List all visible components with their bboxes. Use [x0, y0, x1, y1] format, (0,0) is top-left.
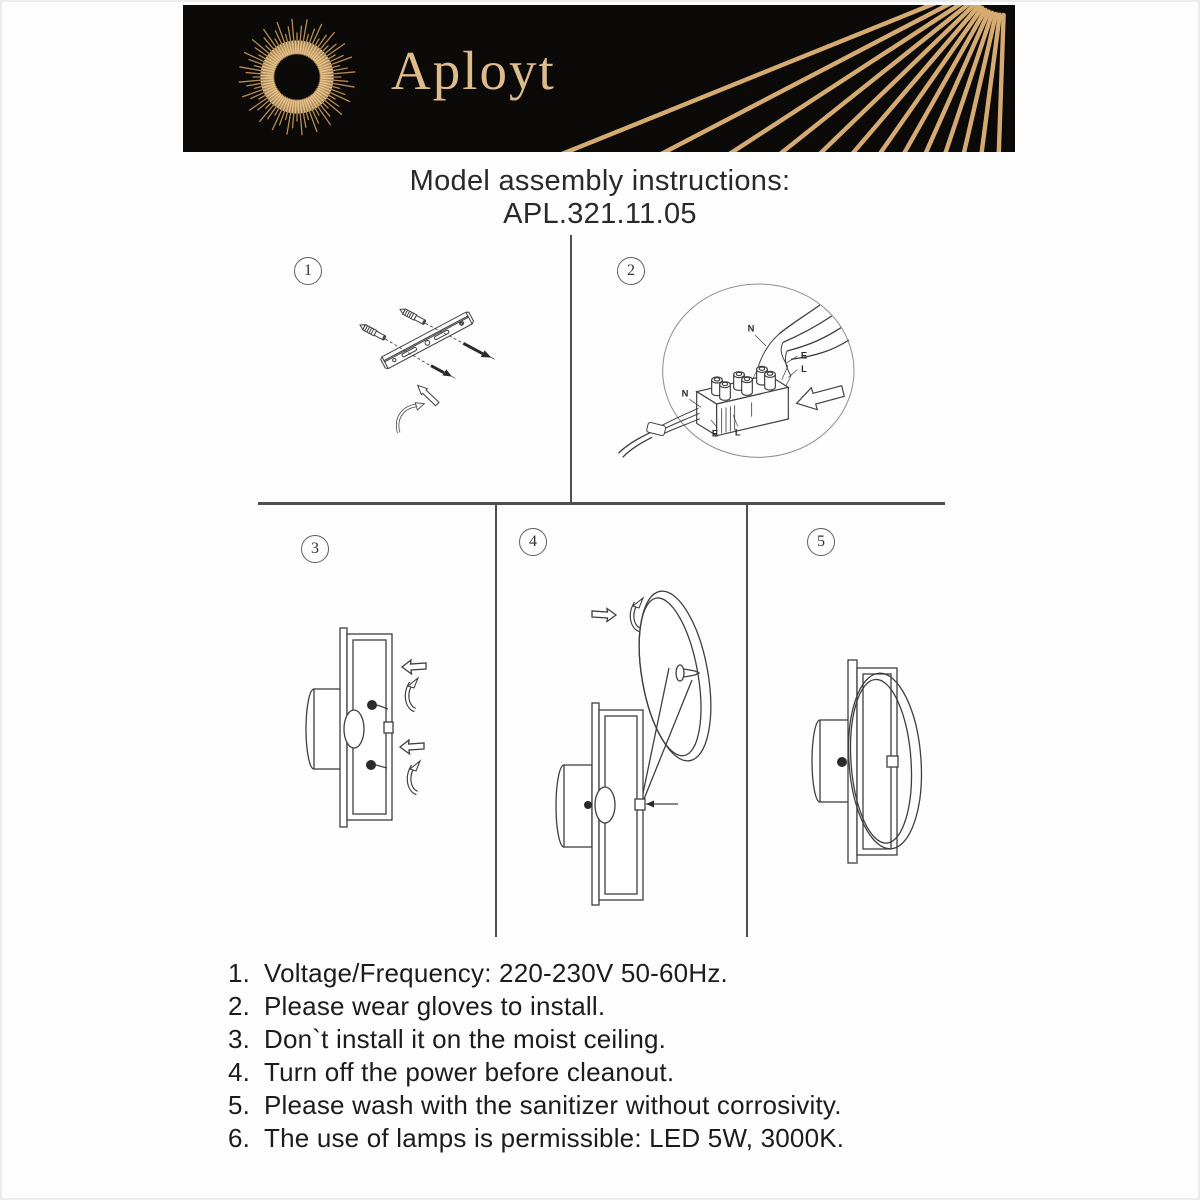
divider-horizontal [258, 502, 945, 505]
title-line1: Model assembly instructions: [409, 165, 791, 197]
label-l-right: L [801, 364, 807, 374]
label-e-bottom: E [711, 428, 719, 439]
item-text: Voltage/Frequency: 220-230V 50-60Hz. [264, 958, 728, 988]
step-4-number: 4 [529, 533, 537, 550]
list-item [228, 1056, 1018, 1089]
terminal-block-drawing [697, 366, 789, 435]
page-title [0, 165, 1200, 231]
rotate-arrow-icon [398, 403, 425, 433]
instruction-list [228, 957, 1018, 1155]
direction-arrow-icon [592, 609, 616, 622]
list-item [228, 1089, 1018, 1122]
item-number: 1. [228, 958, 251, 988]
mounting-bracket-drawing [380, 311, 475, 370]
step-2-number: 2 [627, 262, 635, 279]
step-4-badge [519, 528, 547, 556]
direction-arrow-icon [400, 740, 424, 754]
item-text: Please wash with the sanitizer without corrosivity. [264, 1090, 842, 1120]
screw-arrow-icon [430, 364, 455, 378]
list-item [228, 957, 1018, 990]
item-number: 4. [228, 1057, 251, 1087]
rotate-arrow-icon [409, 761, 420, 793]
step-5-badge [807, 528, 835, 556]
wall-anchor-drawing [359, 322, 387, 341]
list-item [228, 1122, 1018, 1155]
step-3-diagram-attach-body [300, 590, 490, 920]
step-5-diagram-assembled [770, 590, 980, 930]
list-item [228, 990, 1018, 1023]
item-text: The use of lamps is permissible: LED 5W, 3000K. [264, 1123, 845, 1153]
wall-anchor-drawing [399, 307, 427, 326]
divider-vertical-top [570, 235, 572, 503]
divider-vertical-bottom-left [495, 505, 497, 937]
brand-banner [183, 5, 1015, 152]
item-number: 6. [228, 1123, 251, 1153]
brand-name: Aployt [391, 40, 556, 101]
item-text: Turn off the power before cleanout. [264, 1057, 675, 1087]
direction-arrow-icon [402, 660, 426, 674]
step-3-number: 3 [311, 540, 319, 557]
direction-arrow-icon [418, 385, 439, 405]
item-number: 3. [228, 1024, 251, 1054]
starburst-logo-icon [232, 11, 362, 143]
item-text: Please wear gloves to install. [264, 991, 606, 1021]
ray-fan-decoration [535, 5, 1015, 152]
step-3-badge [301, 535, 329, 563]
step-1-diagram-bracket-anchors [320, 290, 540, 460]
insert-direction-arrow-icon [797, 386, 845, 410]
label-n-top: N [747, 323, 755, 334]
step-1-number: 1 [304, 262, 312, 279]
rotate-arrow-icon [407, 678, 418, 710]
step-2-diagram-wiring [600, 240, 940, 470]
item-text: Don`t install it on the moist ceiling. [264, 1024, 667, 1054]
list-item [228, 1023, 1018, 1056]
item-number: 2. [228, 991, 251, 1021]
lamp-body-drawing [306, 628, 393, 827]
screw-arrow-icon [463, 342, 495, 359]
step-4-diagram-attach-disc [520, 570, 750, 980]
label-n-left: N [681, 388, 689, 399]
item-number: 5. [228, 1090, 251, 1120]
label-l-bottom: L [734, 427, 741, 438]
fixture-wires-drawing [618, 408, 700, 457]
label-e-right: E [800, 350, 808, 361]
model-number: APL.321.11.05 [503, 198, 697, 230]
step-5-number: 5 [817, 533, 825, 550]
step-1-badge [294, 257, 322, 285]
